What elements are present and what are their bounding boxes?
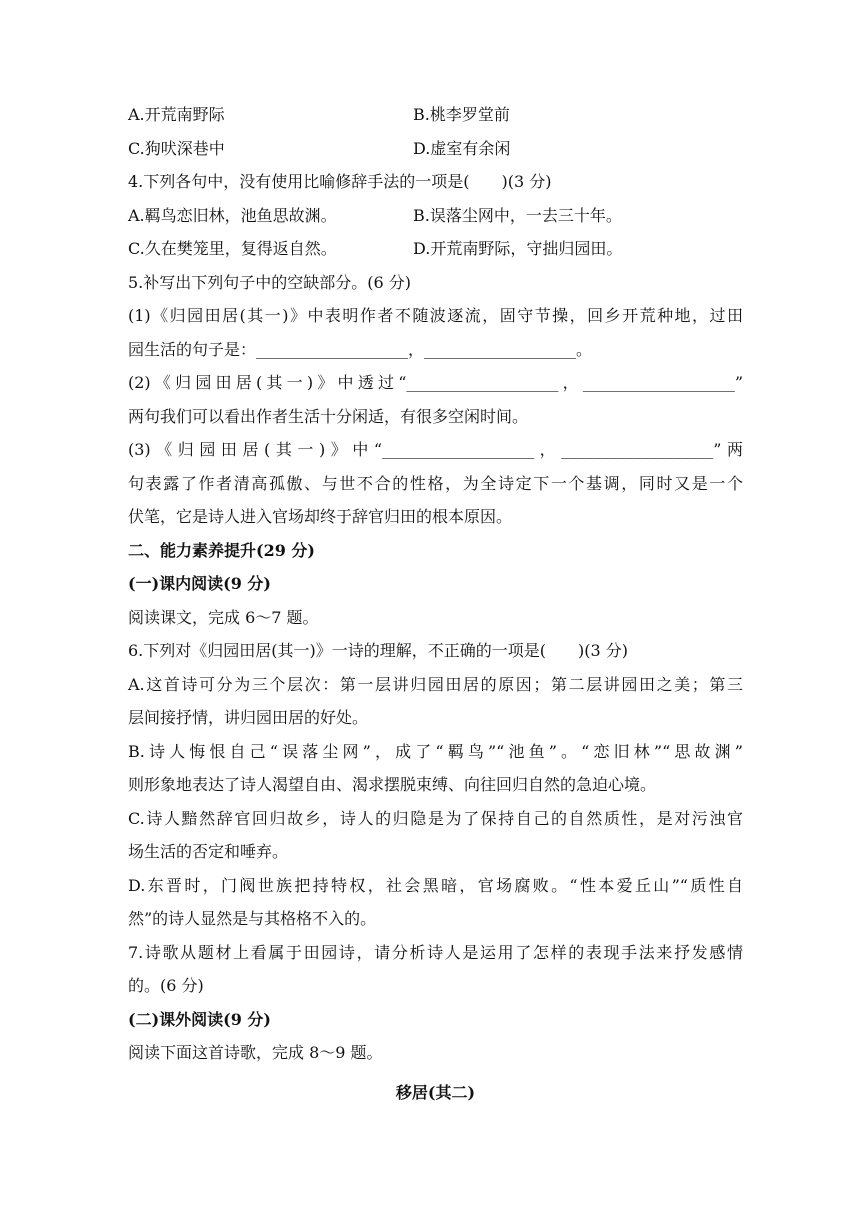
poem-title: 移居(其二)	[395, 1082, 476, 1102]
option-d: D.虚室有余闲	[413, 138, 511, 158]
q6-option-b-line2: 则形象地表达了诗人渴望自由、渴求摆脱束缚、向往回归自然的急迫心境。	[128, 775, 657, 794]
subsection-heading: (二)课外阅读(9 分)	[128, 1009, 271, 1029]
q5-part2-line1: (2)《归园田居(其一)》中透过“___________________，___________________”	[128, 373, 743, 392]
q6-option-a-line2: 层间接抒情，讲归园田居的好处。	[128, 708, 369, 727]
option-c: C.久在樊笼里，复得返自然。	[128, 239, 337, 258]
q5-part2-line2: 两句我们可以看出作者生活十分闲适，有很多空闲时间。	[128, 406, 529, 426]
q6-option-d-line2: 然”的诗人显然是与其格格不入的。	[128, 909, 377, 928]
q3-options-row-1	[128, 98, 743, 132]
q6-option-b-line1: B.诗人悔恨自己“误落尘网”，成了“羁鸟”“池鱼”。“恋旧林”“思故渊”	[128, 741, 743, 761]
reading-instruction: 阅读下面这首诗歌，完成 8～9 题。	[128, 1043, 383, 1062]
option-b: B.误落尘网中，一去三十年。	[413, 205, 622, 225]
q6-option-d-line1: D.东晋时，门阀世族把持特权，社会黑暗，官场腐败。“性本爱丘山”“质性自	[128, 875, 743, 895]
q4-stem: 4.下列各句中，没有使用比喻修辞手法的一项是( )(3 分)	[128, 172, 552, 191]
q5-part1-line2: 园生活的句子是：___________________，___________________。	[128, 339, 593, 359]
q6-option-a-line1: A.这首诗可分为三个层次：第一层讲归园田居的原因；第二层讲园田之美；第三	[128, 674, 743, 694]
q5-part3-line3: 伏笔，它是诗人进入官场却终于辞官归田的根本原因。	[128, 507, 513, 526]
section-heading: 二、能力素养提升(29 分)	[128, 540, 315, 560]
option-a: A.开荒南野际	[128, 105, 225, 124]
q7-stem-line2: 的。(6 分)	[128, 976, 204, 995]
q3-options-row-2	[128, 132, 743, 166]
worksheet-page	[128, 98, 743, 1109]
option-d: D.开荒南野际，守拙归园田。	[413, 239, 623, 258]
q5-part3-line1: (3)《归园田居(其一)》中“___________________，___________________”两	[128, 440, 743, 459]
q6-stem: 6.下列对《归园田居(其一)》一诗的理解，不正确的一项是( )(3 分)	[128, 641, 628, 660]
q6-option-c-line2: 场生活的否定和唾弃。	[128, 842, 289, 861]
subsection-heading: (一)课内阅读(9 分)	[128, 574, 271, 593]
option-a: A.羁鸟恋旧林，池鱼思故渊。	[128, 205, 337, 225]
option-b: B.桃李罗堂前	[413, 105, 510, 124]
reading-instruction: 阅读课文，完成 6～7 题。	[128, 607, 319, 627]
q7-stem-line1: 7.诗歌从题材上看属于田园诗，请分析诗人是运用了怎样的表现手法来抒发感情	[128, 942, 743, 962]
q5-part3-line2: 句表露了作者清高孤傲、与世不合的性格，为全诗定下一个基调，同时又是一个	[128, 473, 743, 493]
q5-part1-line1: (1)《归园田居(其一)》中表明作者不随波逐流，固守节操，回乡开荒种地，过田	[128, 306, 743, 325]
q4-options-row-2	[128, 232, 743, 266]
option-c: C.狗吠深巷中	[128, 138, 225, 158]
q4-options-row-1	[128, 199, 743, 233]
q6-option-c-line1: C.诗人黯然辞官回归故乡，诗人的归隐是为了保持自己的自然质性，是对污浊官	[128, 808, 743, 828]
q5-stem: 5.补写出下列句子中的空缺部分。(6 分)	[128, 272, 412, 292]
